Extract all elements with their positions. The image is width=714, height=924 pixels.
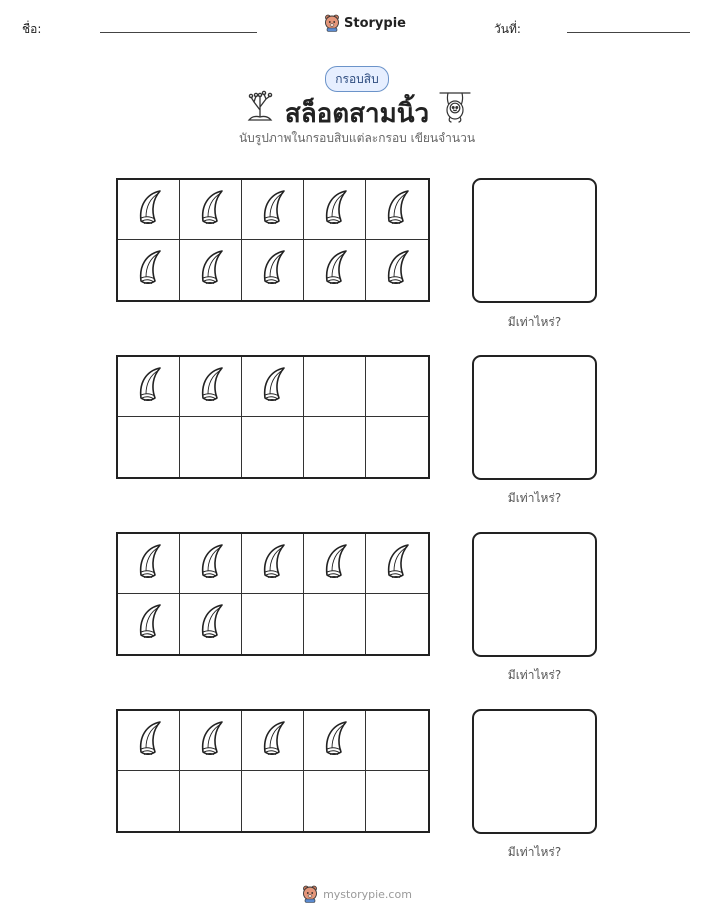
ten-frame-cell [366, 711, 428, 771]
sloth-claw-icon [317, 248, 353, 292]
sloth-claw-icon [131, 719, 167, 763]
ten-frame-cell [118, 357, 180, 417]
ten-frame-4 [116, 709, 430, 833]
ten-frame-cell [366, 594, 428, 654]
ten-frame-cell [242, 357, 304, 417]
ten-frame-cell [242, 594, 304, 654]
name-line [100, 32, 257, 33]
ten-frame-2 [116, 355, 430, 479]
sloth-claw-icon [379, 542, 415, 586]
ten-frame-cell [242, 180, 304, 240]
ten-frame-cell [180, 771, 242, 831]
footer-site: mystorypie.com [323, 887, 412, 901]
ten-frame-cell [242, 711, 304, 771]
ten-frame-cell [304, 594, 366, 654]
sloth-claw-icon [193, 542, 229, 586]
sloth-claw-icon [379, 188, 415, 232]
ten-frame-cell [180, 240, 242, 300]
ten-frame-cell [366, 357, 428, 417]
sloth-claw-icon [131, 602, 167, 646]
ten-frame-cell [366, 180, 428, 240]
sloth-claw-icon [317, 188, 353, 232]
ten-frame-cell [180, 594, 242, 654]
ten-frame-cell [180, 711, 242, 771]
hanging-sloth-icon [438, 88, 472, 124]
question-label-1: มีเท่าไหร่? [507, 315, 562, 329]
sloth-claw-icon [317, 542, 353, 586]
answer-box-1[interactable] [472, 178, 597, 303]
ten-frame-1 [116, 178, 430, 302]
answer-box-4[interactable] [472, 709, 597, 834]
sloth-claw-icon [131, 542, 167, 586]
ten-frame-cell [180, 417, 242, 477]
sloth-claw-icon [255, 365, 291, 409]
name-label: ชื่อ: [22, 22, 42, 36]
worksheet-title: สล็อตสามนิ้ว [284, 99, 430, 129]
sloth-claw-icon [379, 248, 415, 292]
ten-frame-cell [304, 711, 366, 771]
ten-frame-cell [242, 240, 304, 300]
sloth-claw-icon [131, 248, 167, 292]
ten-frame-cell [118, 711, 180, 771]
ten-frame-cell [304, 417, 366, 477]
ten-frame-cell [118, 534, 180, 594]
date-label: วันที่: [494, 22, 521, 36]
ten-frame-cell [366, 534, 428, 594]
question-label-4: มีเท่าไหร่? [507, 845, 562, 859]
ten-frame-cell [304, 534, 366, 594]
ten-frame-cell [118, 594, 180, 654]
sloth-claw-icon [255, 719, 291, 763]
sloth-claw-icon [193, 248, 229, 292]
sloth-claw-icon [255, 542, 291, 586]
sloth-claw-icon [255, 188, 291, 232]
ten-frame-cell [242, 534, 304, 594]
ten-frame-cell [366, 417, 428, 477]
ten-frame-cell [366, 240, 428, 300]
brand-name: Storypie [344, 15, 406, 31]
answer-box-2[interactable] [472, 355, 597, 480]
sloth-claw-icon [193, 188, 229, 232]
ten-frame-3 [116, 532, 430, 656]
ten-frame-cell [118, 771, 180, 831]
instructions: นับรูปภาพในกรอบสิบแต่ละกรอบ เขียนจำนวน [238, 131, 476, 145]
sloth-claw-icon [193, 719, 229, 763]
brand-logo [324, 13, 406, 33]
ten-frame-cell [304, 240, 366, 300]
ten-frame-cell [180, 357, 242, 417]
sloth-claw-icon [193, 365, 229, 409]
ten-frame-cell [118, 180, 180, 240]
sloth-claw-icon [131, 188, 167, 232]
sloth-claw-icon [255, 248, 291, 292]
sloth-claw-icon [317, 719, 353, 763]
ten-frame-cell [242, 417, 304, 477]
storypie-bear-icon [324, 14, 340, 32]
date-line [567, 32, 690, 33]
ten-frame-cell [304, 771, 366, 831]
ten-frame-cell [366, 771, 428, 831]
ten-frame-cell [180, 534, 242, 594]
answer-box-3[interactable] [472, 532, 597, 657]
sloth-claw-icon [193, 602, 229, 646]
storypie-bear-footer-icon [302, 885, 318, 903]
sloth-claw-icon [131, 365, 167, 409]
question-label-3: มีเท่าไหร่? [507, 668, 562, 682]
ten-frame-cell [304, 180, 366, 240]
ten-frame-cell [180, 180, 242, 240]
ten-frame-cell [242, 771, 304, 831]
ten-frame-cell [118, 417, 180, 477]
ten-frame-cell [118, 240, 180, 300]
topic-badge: กรอบสิบ [325, 66, 389, 92]
ten-frame-cell [304, 357, 366, 417]
footer [0, 885, 714, 903]
question-label-2: มีเท่าไหร่? [507, 491, 562, 505]
